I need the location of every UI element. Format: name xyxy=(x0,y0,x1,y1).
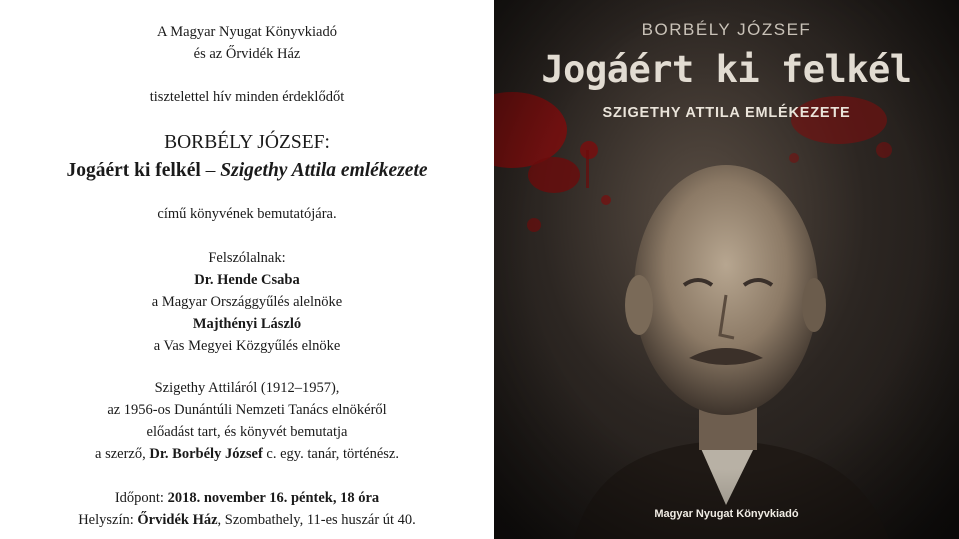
lecture-line-3: előadást tart, és könyvét bemutatja xyxy=(146,424,348,440)
lecture-line-1: Szigethy Attiláról (1912–1957), xyxy=(154,380,340,396)
title-dash: – xyxy=(200,160,221,181)
author-heading: BORBÉLY JÓZSEF: xyxy=(164,132,330,153)
author-line-name: Dr. Borbély József xyxy=(149,446,263,462)
place-name: Őrvidék Ház xyxy=(137,512,218,528)
place-label: Helyszín: xyxy=(78,512,138,528)
speaker-2-role: a Vas Megyei Közgyűlés elnöke xyxy=(153,338,341,354)
cover-publisher: Magyar Nyugat Könyvkiadó xyxy=(654,508,799,520)
lecture-line-2: az 1956-os Dunántúli Nemzeti Tanács elnökéről xyxy=(107,402,387,418)
book-intro: című könyvének bemutatójára. xyxy=(157,206,337,222)
host-line-2: és az Őrvidék Ház xyxy=(193,46,301,62)
time-label: Időpont: xyxy=(114,490,168,506)
host-line-1: A Magyar Nyugat Könyvkiadó xyxy=(156,24,337,40)
cover-author: BORBÉLY JÓZSEF xyxy=(641,20,812,39)
title-main: Jogáért ki felkél xyxy=(66,160,201,181)
speaker-1-name: Dr. Hende Csaba xyxy=(194,272,300,288)
greeting: tisztelettel hív minden érdeklődőt xyxy=(149,89,345,105)
speakers-label: Felszólalnak: xyxy=(208,250,286,266)
place-line xyxy=(0,511,494,529)
author-line-post: c. egy. tanár, történész. xyxy=(262,446,399,462)
book-title xyxy=(0,159,494,183)
time-line xyxy=(0,489,494,507)
place-rest: , Szombathely, 11-es huszár út 40. xyxy=(217,512,416,528)
speaker-2-name: Majthényi László xyxy=(192,316,302,332)
author-line xyxy=(0,445,494,463)
cover-subtitle: SZIGETHY ATTILA EMLÉKEZETE xyxy=(602,105,851,121)
book-cover xyxy=(494,0,959,539)
cover-title: Jogáért ki felkél xyxy=(541,48,912,91)
author-line-pre: a szerző, xyxy=(95,446,150,462)
speaker-1-role: a Magyar Országgyűlés alelnöke xyxy=(151,294,343,310)
title-sub: Szigethy Attila emlékezete xyxy=(220,160,428,181)
time-value: 2018. november 16. péntek, 18 óra xyxy=(167,490,380,506)
